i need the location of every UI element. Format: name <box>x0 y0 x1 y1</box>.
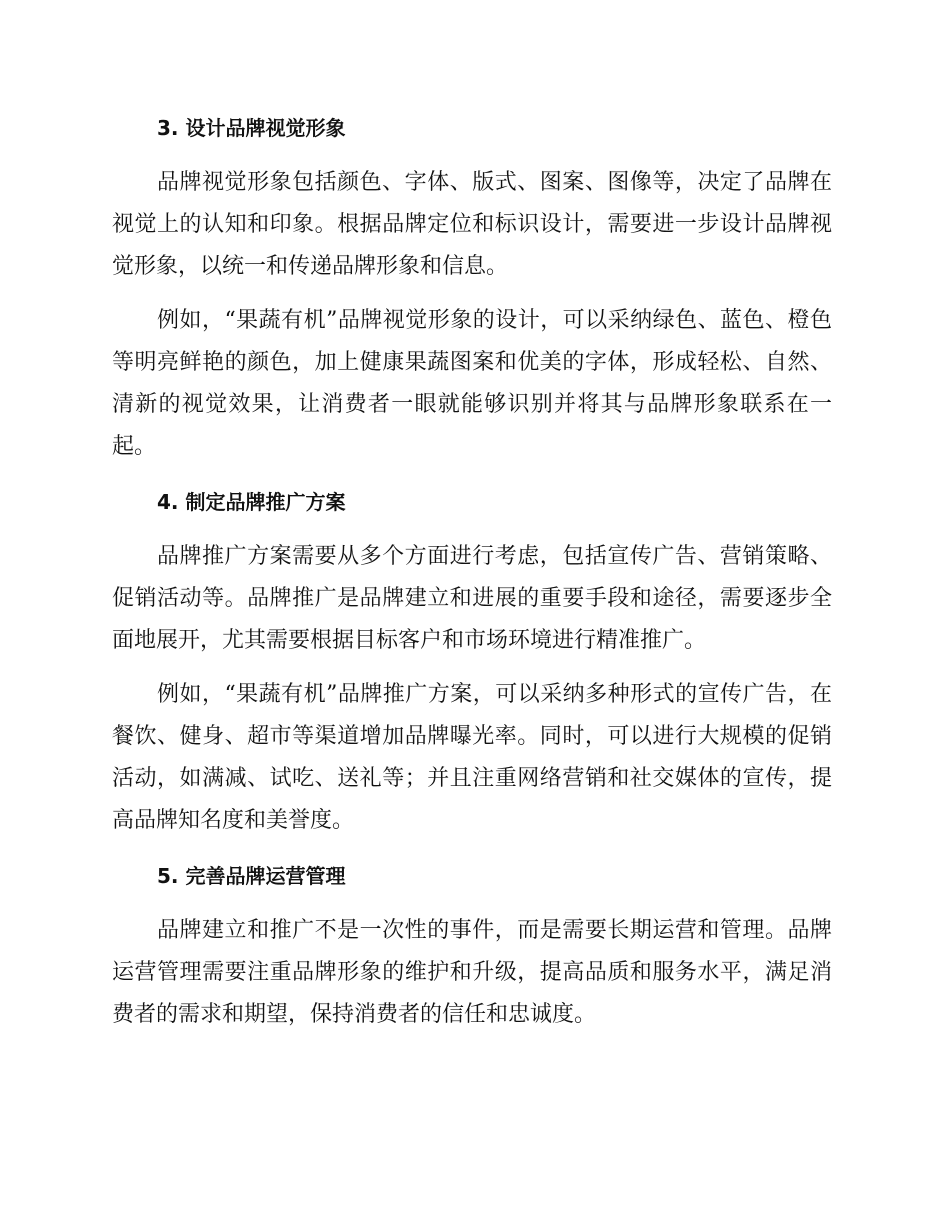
section-heading-design-visual-identity: 3. 设计品牌视觉形象 <box>157 116 346 140</box>
paragraph: 品牌建立和推广不是一次性的事件，而是需要长期运营和管理。品牌运营管理需要注重品牌形象的维护和升级，提高品质和服务水平，满足消费者的需求和期望，保持消费者的信任和忠诚度。 <box>112 918 832 1027</box>
paragraph: 品牌视觉形象包括颜色、字体、版式、图案、图像等，决定了品牌在视觉上的认知和印象。根据品牌定位和标识设计，需要进一步设计品牌视觉形象，以统一和传递品牌形象和信息。 <box>112 170 832 279</box>
paragraph: 例如，“果蔬有机”品牌推广方案，可以采纳多种形式的宣传广告，在餐饮、健身、超市等渠道增加品牌曝光率。同时，可以进行大规模的促销活动，如满减、试吃、送礼等；并且注重网络营销和社交媒体的宣传，提高品牌知名度和美誉度。 <box>112 682 832 833</box>
section-heading-brand-promotion-plan: 4. 制定品牌推广方案 <box>157 490 346 514</box>
paragraph: 例如，“果蔬有机”品牌视觉形象的设计，可以采纳绿色、蓝色、橙色等明亮鲜艳的颜色，加上健康果蔬图案和优美的字体，形成轻松、自然、清新的视觉效果，让消费者一眼就能够识别并将其与品牌形象联系在一起。 <box>112 308 832 459</box>
document-body <box>112 112 832 1036</box>
paragraph: 品牌推广方案需要从多个方面进行考虑，包括宣传广告、营销策略、促销活动等。品牌推广是品牌建立和进展的重要手段和途径，需要逐步全面地展开，尤其需要根据目标客户和市场环境进行精准推广。 <box>112 544 832 653</box>
section-heading-brand-operation-management: 5. 完善品牌运营管理 <box>157 864 346 888</box>
